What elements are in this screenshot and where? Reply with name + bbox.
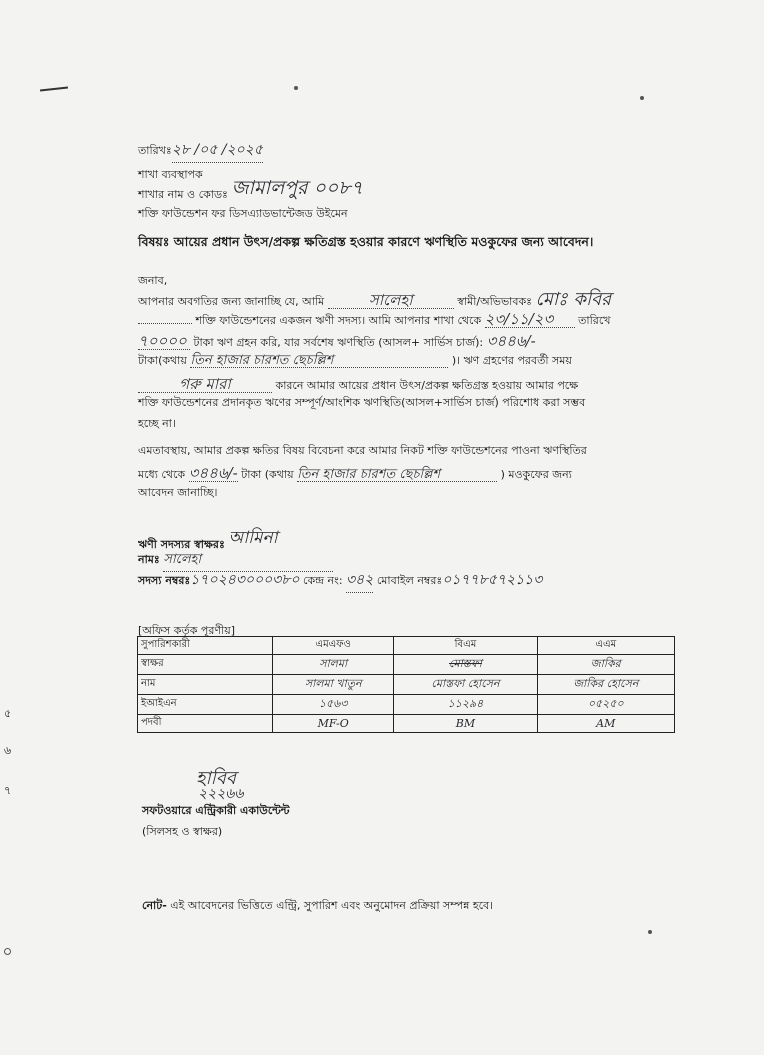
col-label-bm: বিএম [394,637,537,655]
para1-line5 [138,377,578,393]
row-label-designation: পদবী [138,715,273,733]
note-text: এই আবেদনের ভিত্তিতে এন্ট্রি, সুপারিশ এবং অনুমোদন প্রক্রিয়া সম্পন্ন হবে। [170,899,494,912]
am-ein: ০৫২৫০ [537,695,674,715]
table-header-row [138,637,675,655]
approval-table [137,636,675,733]
date-line [138,138,263,163]
ink-stroke-mark [40,87,68,92]
am-signature: জাকির [537,655,674,675]
accountant-id: ২২২৬৬ [198,786,244,802]
text-segment: টাকা (কথায় [241,468,294,481]
text-segment: স্বামী/অভিভাবকঃ [457,295,533,308]
manager-label: শাখা ব্যবস্থাপক [138,168,203,181]
applicant-name: সালেহা [328,293,454,309]
text-segment: কারনে আমার আয়ের প্রধান উৎস/প্রকল্প ক্ষতিগ্রস্ত হওয়ায় আমার পক্ষে [275,379,579,392]
bm-ein: ১১২৯৪ [394,695,537,715]
para2-line3: আবেদন জানাচ্ছি। [138,486,218,499]
date-value: ২৮ /০৫ /২০২৫ [172,138,263,163]
blank-dots [138,323,192,324]
ink-dot-mark [4,948,11,955]
accountant-sub: (সিলসহ ও স্বাক্ষর) [142,825,223,838]
bm-name: মোস্তফা হোসেন [394,675,537,695]
note-label: নোট- [142,899,167,912]
text-segment: টাকা(কথায় [138,354,187,367]
table-row [138,695,675,715]
loan-amount: ৭০০০০ [138,334,190,350]
row-label-signature: স্বাক্ষর [138,655,273,675]
bm-signature: মোস্তফা [394,655,537,675]
guardian-name: মোঃ কবির [535,289,612,310]
member-id-label: সদস্য নম্বরঃ [138,574,191,587]
center-value: ৩৪২ [346,568,373,593]
col-label-mfo: এমএফও [273,637,394,655]
salutation: জনাব, [138,274,168,287]
mfo-ein: ১৫৬৩ [273,695,394,715]
mobile-value: ০১৭৭৮৫৭২১১৩ [442,572,543,588]
text-segment: টাকা ঋণ গ্রহন করি, যার সর্বশেষ ঋণস্থিতি (আসল+ সার্ভিস চার্জ): [193,336,484,349]
text-segment: তারিখে [578,314,611,327]
margin-mark: ৫ [4,707,12,720]
margin-mark: ৭ [4,784,12,797]
am-name: জাকির হোসেন [537,675,674,695]
waiver-amount: ৩৪৪৬/- [188,464,238,482]
subject-line: বিষয়ঃ আয়ের প্রধান উৎস/প্রকল্প ক্ষতিগ্রস্ত হওয়ার কারণে ঋণস্থিতি মওকুফের জন্য আবেদন। [138,234,594,249]
member-sign-label: ঋণী সদস্যর স্বাক্ষরঃ [138,538,225,551]
date-label: তারিখঃ [138,144,172,157]
para2-line2 [138,466,572,482]
para1-line4 [138,354,572,368]
branch-label: শাখার নাম ও কোডঃ [138,188,228,201]
accountant-signature: হাবিব [196,768,236,789]
member-name-value: সালেহা [163,550,333,572]
row-label-name: নাম [138,675,273,695]
text-segment: )। ঋণ গ্রহণের পরবর্তী সময় [451,354,572,367]
waiver-words: তিন হাজার চারশত ছেচল্লিশ [297,468,497,482]
table-row [138,675,675,695]
bm-designation: BM [394,715,537,733]
ink-dot-mark [648,930,652,934]
accountant-title: সফটওয়ারে এন্ট্রিকারী একাউন্টেন্ট [142,804,290,817]
para1-line7: হচ্ছে না। [138,417,176,430]
para1-line2 [138,312,610,328]
margin-mark: ৬ [4,744,12,757]
member-id-line [138,568,542,593]
table-row [138,655,675,675]
center-label: কেন্দ্র নং: [302,574,343,587]
col-label-am: এএম [537,637,674,655]
reason: গরু মারা [138,377,272,393]
para1-line3 [138,334,536,350]
office-section-title: [অফিস কর্তৃক পূরণীয়] [138,624,235,637]
balance-words: তিন হাজার চারশত ছেচল্লিশ [190,354,448,368]
text-segment: আপনার অবগতির জন্য জানাচ্ছি যে, আমি [138,295,325,308]
balance-amount: ৩৪৪৬/- [486,332,536,350]
loan-date: ২৩/১১/২৩ [485,312,575,328]
para1-line1 [138,291,611,309]
member-signature: আমিনা [228,528,278,548]
member-name-label: নামঃ [138,553,160,566]
ink-dot-mark [294,86,298,90]
mfo-signature: সালমা [273,655,394,675]
text-segment: মধ্যে থেকে [138,468,186,481]
para2-line1: এমতাবস্থায়, আমার প্রকল্প ক্ষতির বিষয় বিবেচনা করে আমার নিকট শক্তি ফাউন্ডেশনের পাওনা ঋণস্থিতির [138,444,587,457]
table-row [138,715,675,733]
member-id-value: ১৭০২৪৩০০০৩৮০ [190,572,300,588]
row-label-ein: ইআইএন [138,695,273,715]
text-segment: শক্তি ফাউন্ডেশনের একজন ঋণী সদস্য। আমি আপনার শাখা থেকে [195,314,482,327]
org-name: শক্তি ফাউন্ডেশন ফর ডিসএ্যাডভান্টেজড উইমেন [138,207,348,220]
para1-line6: শক্তি ফাউন্ডেশনের প্রদানকৃত ঋণের সম্পূর্ণ/আংশিক ঋণস্থিতি(আসল+সার্ভিস চার্জ) পরিশোধ করা সম্ভব [138,396,586,409]
mfo-designation: MF-O [273,715,394,733]
mfo-name: সালমা খাতুন [273,675,394,695]
col-label-recommender: সুপারিশকারী [138,637,273,655]
text-segment: ) মওকুফের জন্য [500,468,572,481]
branch-value: জামালপুর ০০৮৭ [231,177,363,199]
note-line [142,897,493,916]
am-designation: AM [537,715,674,733]
mobile-label: মোবাইল নম্বরঃ [376,574,443,587]
ink-dot-mark [640,96,644,100]
